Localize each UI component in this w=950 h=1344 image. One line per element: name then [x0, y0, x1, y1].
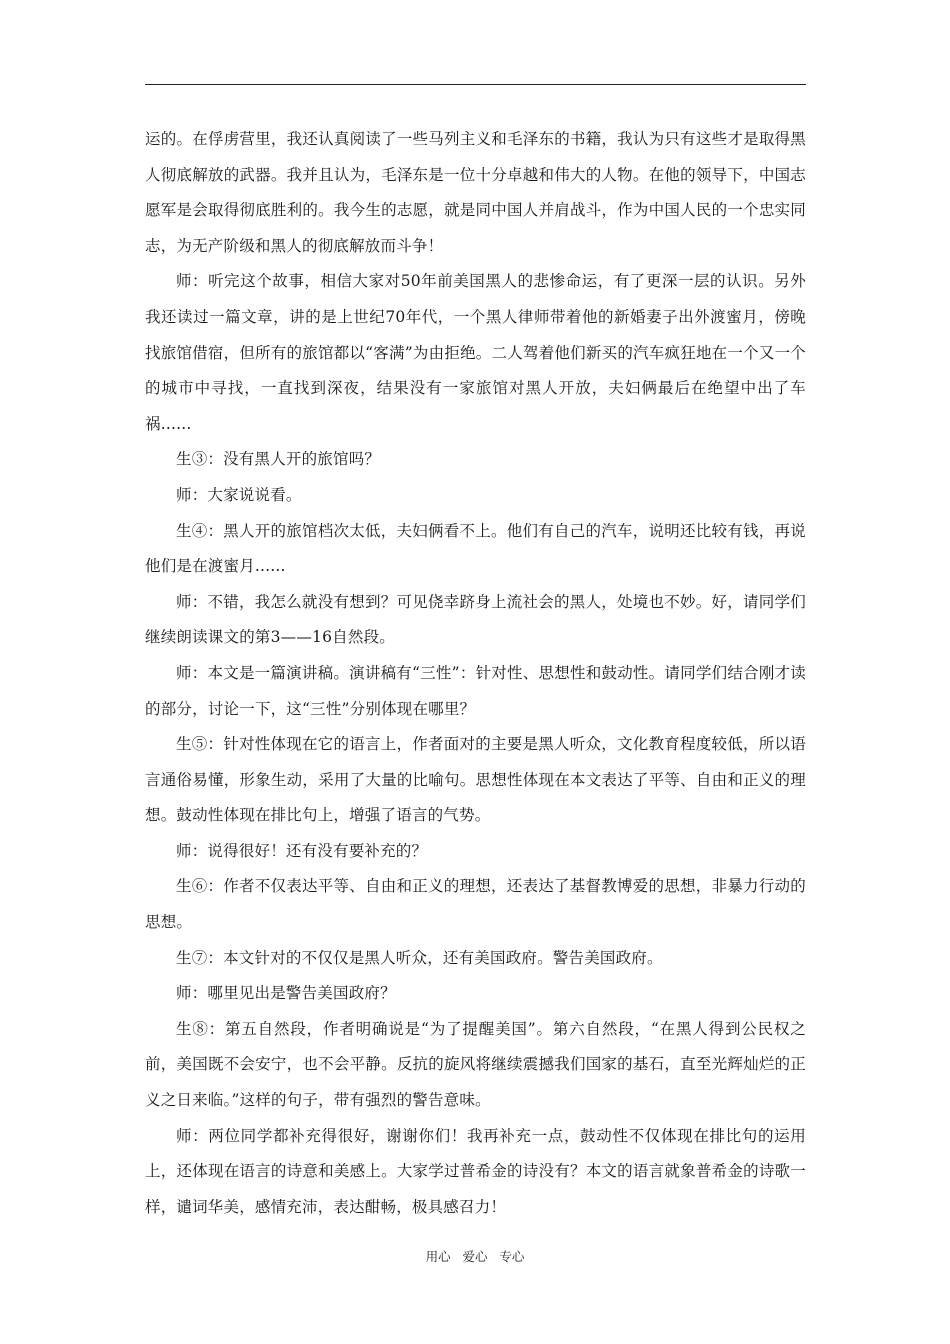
paragraph-teacher-question: 师：哪里见出是警告美国政府？ — [176, 984, 396, 1003]
paragraph-teacher-prompt: 师：大家说说看。 — [176, 485, 302, 504]
paragraph-teacher-praise: 师：说得很好！还有没有要补充的？ — [176, 841, 428, 860]
header-rule — [145, 84, 806, 85]
paragraph-student-3: 生③：没有黑人开的旅馆吗？ — [176, 450, 381, 469]
paragraph-teacher-reading: 师：不错，我怎么就没有想到？可见侥幸跻身上流社会的黑人，处境也不妙。好，请同学们继续朗读课文的第3——16自然段。 — [145, 592, 806, 647]
paragraph-student-7: 生⑦：本文针对的不仅仅是黑人听众，还有美国政府。警告美国政府。 — [176, 948, 663, 967]
paragraph-teacher-summary: 师：两位同学都补充得很好，谢谢你们！我再补充一点，鼓动性不仅体现在排比句的运用上，还体现在语言的诗意和美感上。大家学过普希金的诗没有？本文的语言就象普希金的诗歌一样，谴词华美，感情充沛，表达酣畅，极具感召力！ — [145, 1126, 806, 1216]
paragraph-teacher-three-traits: 师：本文是一篇演讲稿。演讲稿有“三性”：针对性、思想性和鼓动性。请同学们结合刚才读的部分，讨论一下，这“三性”分别体现在哪里？ — [145, 663, 806, 718]
paragraph-continuation: 运的。在俘虏营里，我还认真阅读了一些马列主义和毛泽东的书籍，我认为只有这些才是取得黑人彻底解放的武器。我并且认为，毛泽东是一位十分卓越和伟大的人物。在他的领导下，中国志愿军是会取得彻底胜利的。我今生的志愿，就是同中国人并肩战斗，作为中国人民的一个忠实同志，为无产阶级和黑人的彻底解放而斗争！ — [145, 130, 806, 255]
paragraph-student-8: 生⑧：第五自然段，作者明确说是“为了提醒美国”。第六自然段，“在黑人得到公民权之前，美国既不会安宁，也不会平静。反抗的旋风将继续震撼我们国家的基石，直至光辉灿烂的正义之日来临。”这样的句子，带有强烈的警告意味。 — [145, 1019, 806, 1110]
paragraph-student-4: 生④：黑人开的旅馆档次太低，夫妇俩看不上。他们有自己的汽车，说明还比较有钱，再说他们是在渡蜜月...... — [145, 521, 806, 576]
paragraph-teacher-story: 师：听完这个故事，相信大家对50年前美国黑人的悲惨命运，有了更深一层的认识。另外我还读过一篇文章，讲的是上世纪70年代，一个黑人律师带着他的新婚妻子出外渡蜜月，傍晚找旅馆借宿，但所有的旅馆都以“客满”为由拒绝。二人驾着他们新买的汽车疯狂地在一个又一个的城市中寻找，一直找到深夜，结果没有一家旅馆对黑人开放，夫妇俩最后在绝望中出了车祸...... — [145, 272, 806, 433]
paragraph-student-6: 生⑥：作者不仅表达平等、自由和正义的理想，还表达了基督教博爱的思想，非暴力行动的思想。 — [145, 877, 806, 932]
paragraph-student-5: 生⑤：针对性体现在它的语言上，作者面对的主要是黑人听众，文化教育程度较低，所以语言通俗易懂，形象生动，采用了大量的比喻句。思想性体现在本文表达了平等、自由和正义的理想。鼓动性体现在排比句上，增强了语言的气势。 — [145, 735, 806, 825]
document-body — [145, 122, 806, 1225]
page-footer: 用心 爱心 专心 — [425, 1249, 525, 1264]
